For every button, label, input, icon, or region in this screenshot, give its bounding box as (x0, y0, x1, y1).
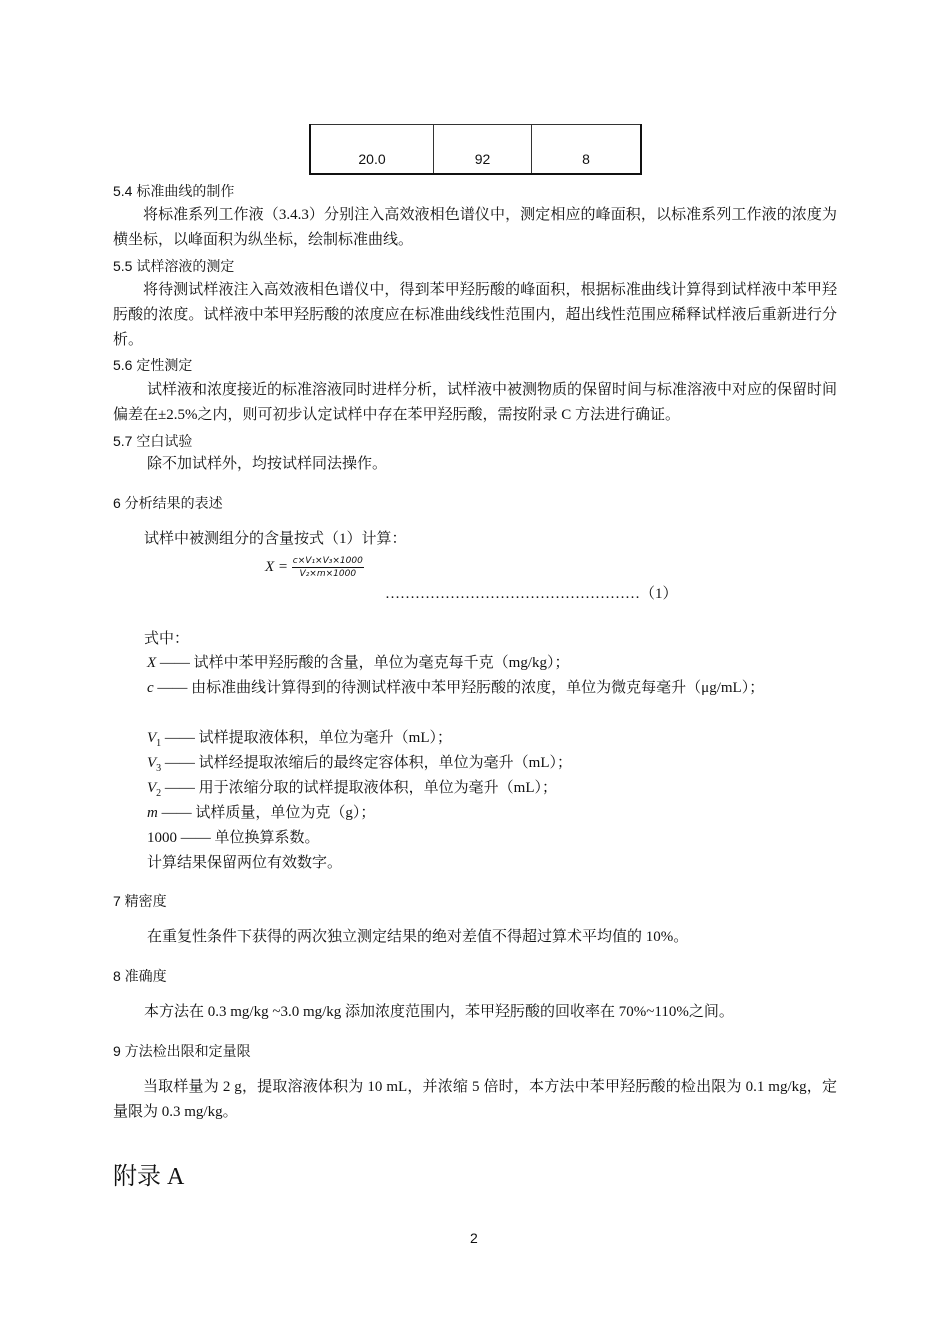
section-9-title: 9 方法检出限和定量限 (113, 1043, 251, 1059)
standard-series-table (309, 124, 642, 175)
formula-numerator: c×V₁×V₃×1000 (292, 556, 363, 566)
var-v1: $V_1$ —— 试样提取液体积，单位为毫升（mL）； (147, 730, 453, 749)
section-9-text: 当取样量为 2 g，提取溶液体积为 10 mL，并浓缩 5 倍时，本方法中苯甲羟肟酸的检出限为 0.1 mg/kg，定量限为 0.3 mg/kg。 (113, 1079, 837, 1120)
section-8-text: 本方法在 0.3 mg/kg ~3.0 mg/kg 添加浓度范围内，苯甲羟肟酸的回收率在 70%~110%之间。 (144, 1004, 734, 1020)
formula-intro: 试样中被测组分的含量按式（1）计算： (144, 531, 407, 547)
where-label: 式中： (144, 631, 190, 647)
var-c: c —— 由标准曲线计算得到的待测试样液中苯甲羟肟酸的浓度，单位为微克每毫升（μg/mL）； (147, 680, 765, 696)
formula-lhs: X = (265, 558, 289, 575)
var-v2: $V_2$ —— 用于浓缩分取的试样提取液体积，单位为毫升（mL）； (147, 780, 558, 799)
section-5-5-text: 将待测试样液注入高效液相色谱仪中，得到苯甲羟肟酸的峰面积，根据标准曲线计算得到试样液中苯甲羟肟酸的浓度。试样液中苯甲羟肟酸的浓度应在标准曲线线性范围内，超出线性范围应稀释试样液后重新进行分析。 (113, 282, 837, 348)
section-5-6-title: 5.6 定性测定 (113, 357, 193, 373)
table-cell: 8 (532, 125, 642, 175)
section-6-title: 6 分析结果的表述 (113, 495, 223, 511)
section-8-title: 8 准确度 (113, 968, 167, 984)
section-5-7-text: 除不加试样外，均按试样同法操作。 (147, 456, 388, 472)
table-cell: 92 (434, 125, 532, 175)
section-5-4-title: 5.4 标准曲线的制作 (113, 183, 235, 199)
section-5-6-text: 试样液和浓度接近的标准溶液同时进样分析，试样液中被测物质的保留时间与标准溶液中对应的保留时间偏差在±2.5%之内，则可初步认定试样中存在苯甲羟肟酸，需按附录 C 方法进行确证。 (113, 382, 838, 423)
section-7-title: 7 精密度 (113, 893, 167, 909)
section-7-text: 在重复性条件下获得的两次独立测定结果的绝对差值不得超过算术平均值的 10%。 (147, 929, 689, 945)
formula-leader: ……………………………………………（1） (385, 586, 678, 602)
var-x: X —— 试样中苯甲羟肟酸的含量，单位为毫克每千克（mg/kg）； (147, 655, 570, 671)
formula-1 (265, 556, 364, 579)
table-row (310, 125, 641, 175)
result-note: 计算结果保留两位有效数字。 (147, 855, 343, 871)
appendix-heading: 附录 A (113, 1164, 185, 1190)
var-m: m —— 试样质量，单位为克（g）； (147, 805, 376, 821)
formula-fraction (292, 556, 364, 579)
formula-denominator: V₂×m×1000 (299, 569, 357, 579)
section-5-4-text: 将标准系列工作液（3.4.3）分别注入高效液相色谱仪中，测定相应的峰面积，以标准系列工作液的浓度为横坐标，以峰面积为纵坐标，绘制标准曲线。 (113, 207, 837, 248)
section-5-7-title: 5.7 空白试验 (113, 433, 193, 449)
var-1000: 1000 —— 单位换算系数。 (147, 830, 320, 846)
page-number: 2 (470, 1230, 478, 1246)
var-v3: $V_3$ —— 试样经提取浓缩后的最终定容体积，单位为毫升（mL）； (147, 755, 573, 774)
section-5-5-title: 5.5 试样溶液的测定 (113, 258, 235, 274)
table-cell: 20.0 (310, 125, 434, 175)
